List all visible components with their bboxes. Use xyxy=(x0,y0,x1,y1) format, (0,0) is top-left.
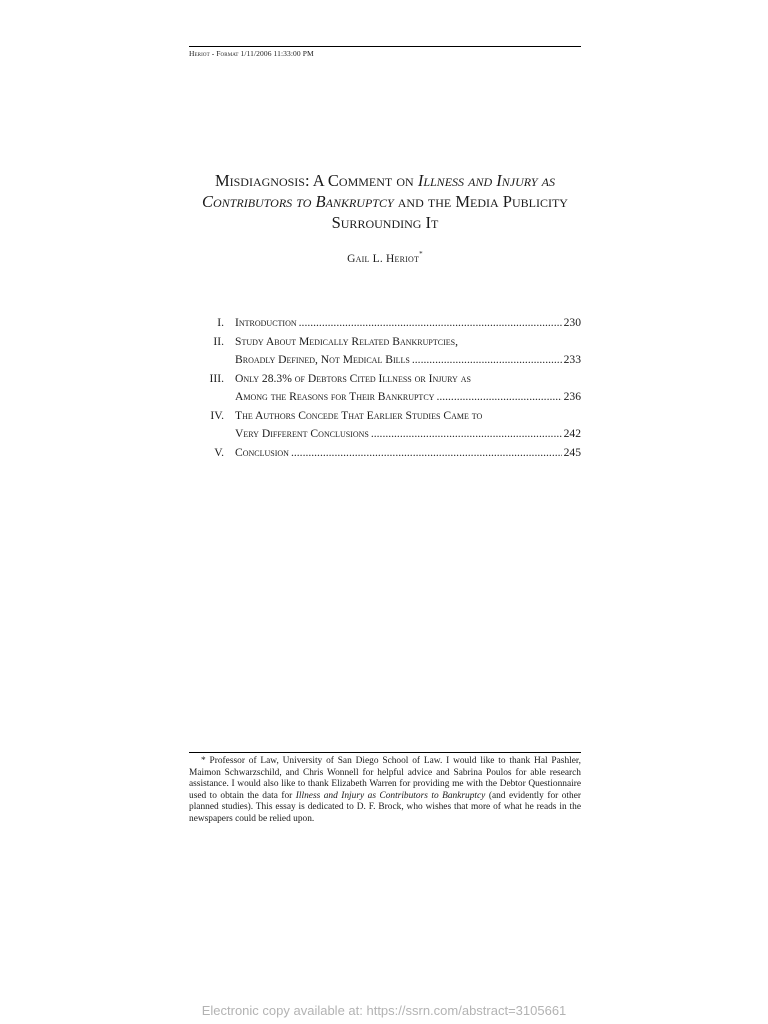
toc-number: V. xyxy=(214,446,224,459)
toc-title: Conclusion xyxy=(235,446,289,459)
footnote-mark: * xyxy=(201,756,206,766)
author-footnote-mark: * xyxy=(419,250,423,258)
toc-page: 242 xyxy=(563,427,581,440)
toc-number: I. xyxy=(217,316,224,329)
footnote-text: Professor of Law, University of San Diego School of Law. I would like to thank Hal Pashler, Maimon Schwarzschild, and Chris Wonnell for helpful advice and Sabrina Poulos for able research assistance. I would also like to thank Elizabeth Warren for providing me with the Debtor Questionnaire used to obtain the data for xyxy=(189,756,581,801)
toc-leader xyxy=(412,353,562,366)
article-title xyxy=(175,170,595,233)
toc-entry[interactable] xyxy=(196,316,581,334)
toc-title: Only 28.3% of Debtors Cited Illness or Injury as xyxy=(235,372,471,385)
toc-title-cont: Very Different Conclusions xyxy=(235,427,369,440)
title-part-2: and the Media Publicity Surrounding It xyxy=(331,192,568,232)
toc-number: IV. xyxy=(210,409,224,422)
toc-entry[interactable] xyxy=(196,372,581,408)
footnote-text-end: (and evidently for other planned studies). This essay is dedicated to D. F. Brock, who wishes that more of what he reads in the newspapers could be relied upon. xyxy=(189,790,581,824)
toc-title: Study About Medically Related Bankruptcies, xyxy=(235,335,458,348)
toc-entry[interactable] xyxy=(196,446,581,464)
toc-entry[interactable] xyxy=(196,335,581,371)
toc-title: The Authors Concede That Earlier Studies Came to xyxy=(235,409,483,422)
toc-page: 236 xyxy=(563,390,581,403)
toc-page: 245 xyxy=(563,446,581,459)
toc-leader xyxy=(291,446,562,459)
toc-page: 233 xyxy=(563,353,581,366)
footnote-italic: Illness and Injury as Contributors to Bankruptcy xyxy=(295,790,486,801)
toc-page: 230 xyxy=(563,316,581,329)
title-part-1: Misdiagnosis: A Comment on xyxy=(214,171,418,190)
toc-entry[interactable] xyxy=(196,409,581,445)
toc-title-cont: Among the Reasons for Their Bankruptcy xyxy=(235,390,435,403)
header-rule xyxy=(189,46,581,47)
table-of-contents xyxy=(196,316,581,465)
toc-title-cont: Broadly Defined, Not Medical Bills xyxy=(235,353,410,366)
toc-number: II. xyxy=(213,335,224,348)
toc-title: Introduction xyxy=(235,316,297,329)
toc-number: III. xyxy=(209,372,224,385)
title-italic: Illness and Injury as Contributors to Bankruptcy xyxy=(202,171,556,211)
toc-leader xyxy=(436,390,561,403)
footnote-rule xyxy=(189,752,581,753)
toc-leader xyxy=(299,316,562,329)
toc-leader xyxy=(371,427,562,440)
author-line xyxy=(189,250,581,265)
ssrn-watermark: Electronic copy available at: https://ssrn.com/abstract=3105661 xyxy=(201,1003,567,1018)
footnote xyxy=(189,756,581,826)
running-head: Heriot - Format 1/11/2006 11:33:00 PM xyxy=(189,49,314,58)
author-name: Gail L. Heriot xyxy=(347,253,420,265)
